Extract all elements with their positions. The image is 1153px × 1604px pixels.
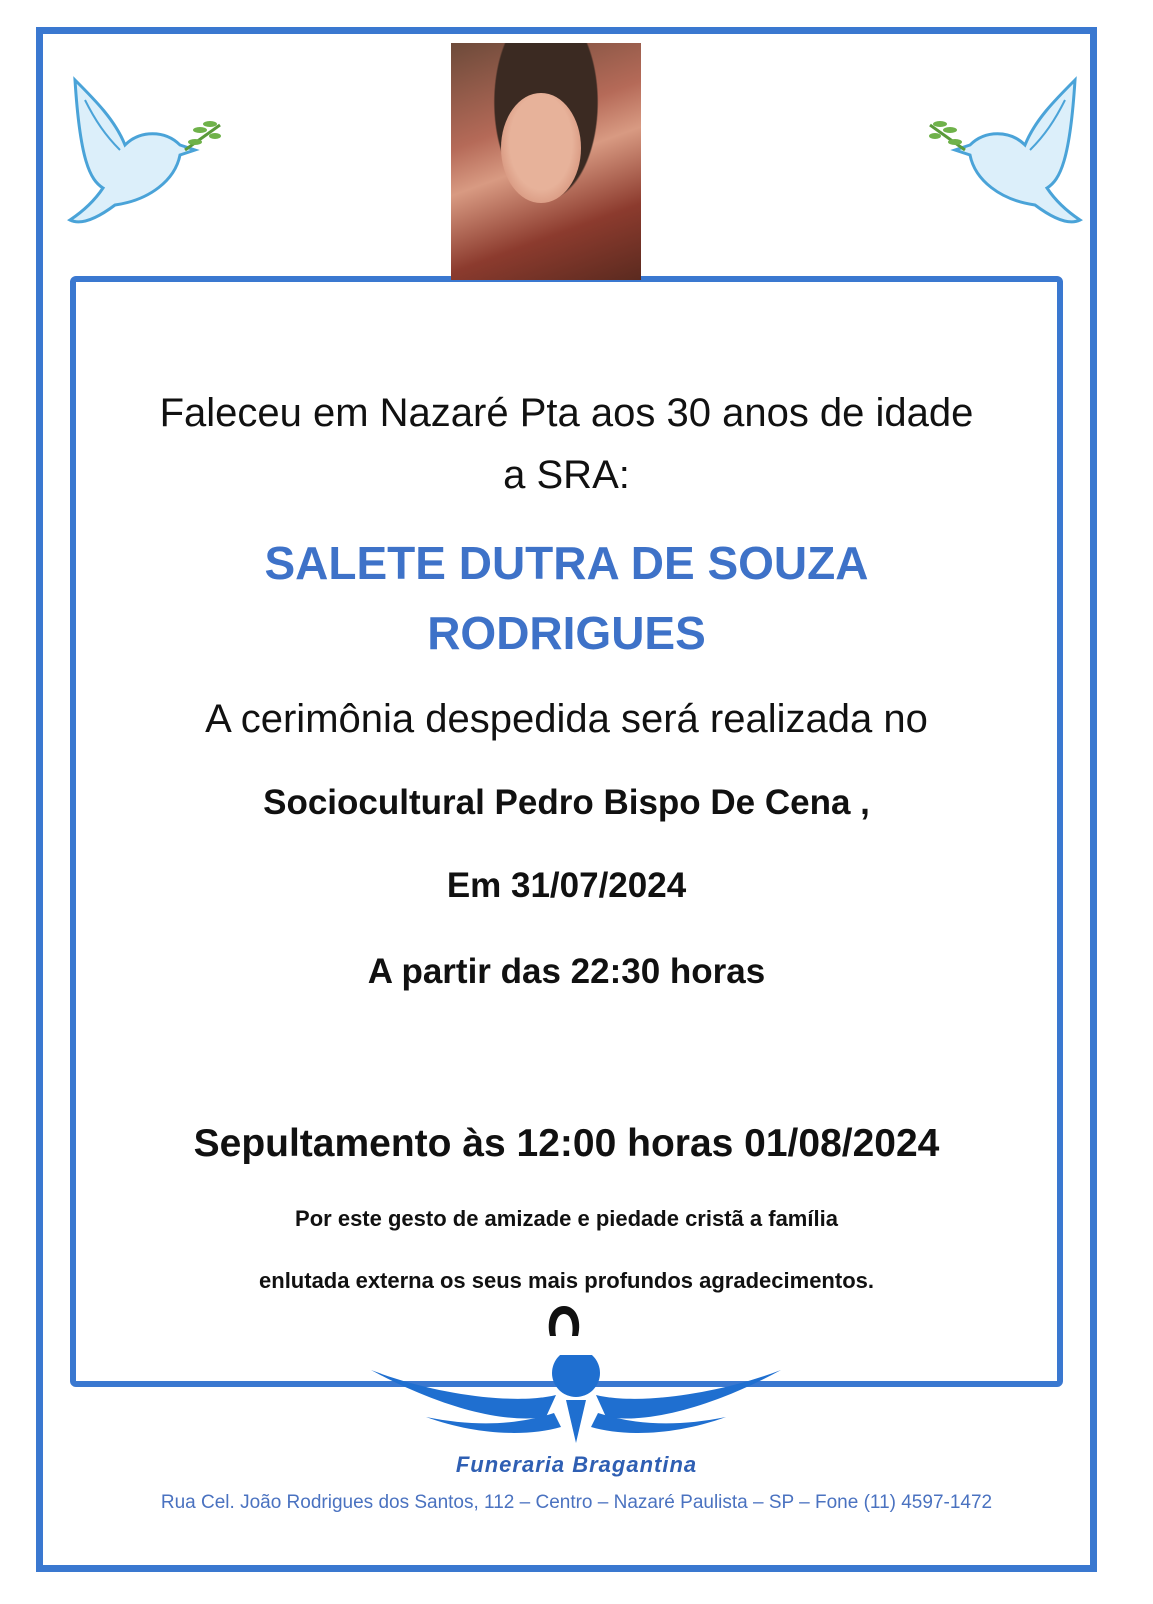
thanks-line-2: enlutada externa os seus mais profundos agradecimentos. — [259, 1268, 874, 1293]
thanks-line-1: Por este gesto de amizade e piedade cristã a família — [295, 1206, 838, 1231]
ceremony-text: A cerimônia despedida será realizada no — [205, 697, 928, 741]
intro-line-2: a SRA: — [503, 453, 630, 497]
name-line-1: SALETE DUTRA DE SOUZA — [264, 537, 869, 589]
name-line-2: RODRIGUES — [427, 607, 706, 659]
dove-left-icon — [55, 60, 225, 240]
intro-text — [80, 382, 1053, 506]
venue-text: Sociocultural Pedro Bispo De Cena , — [263, 783, 870, 822]
funeral-home-wings-logo — [366, 1355, 786, 1445]
funeral-home-emblem-icon — [542, 1300, 586, 1340]
time-text: A partir das 22:30 horas — [367, 952, 766, 991]
dove-right-icon — [925, 60, 1095, 240]
intro-line-1: Faleceu em Nazaré Pta aos 30 anos de idade — [159, 391, 974, 435]
burial-text: Sepultamento às 12:00 horas 01/08/2024 — [193, 1122, 940, 1165]
date-text: Em 31/07/2024 — [446, 866, 687, 905]
company-name: Funeraria Bragantina — [455, 1452, 698, 1477]
company-address: Rua Cel. João Rodrigues dos Santos, 112 – Centro – Nazaré Paulista – SP – Fone (11) 4597-1472 — [160, 1492, 993, 1513]
deceased-photo — [451, 43, 641, 280]
deceased-name — [80, 528, 1053, 668]
